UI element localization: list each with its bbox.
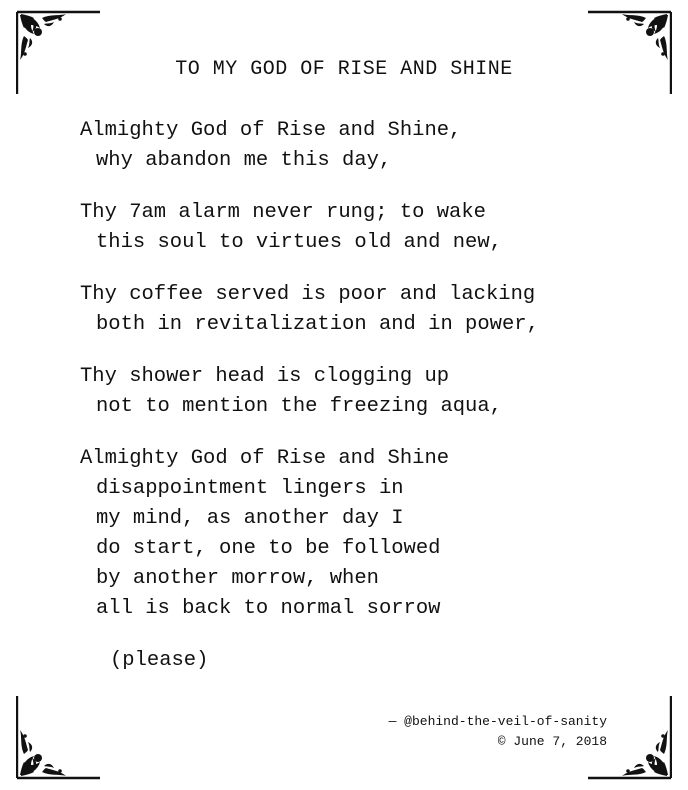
poem-line: all is back to normal sorrow [96,597,441,620]
poem-body [80,116,640,676]
poem-title: TO MY GOD OF RISE AND SHINE [175,58,513,81]
corner-ornament-top-left [16,10,102,96]
corner-flourish-icon [16,10,102,96]
poem-line: disappointment lingers in [96,477,404,500]
author-handle: — @behind-the-veil-of-sanity [388,714,607,729]
stanza-3 [80,280,640,340]
poem-line: why abandon me this day, [96,149,392,172]
signature-block [389,712,607,752]
poem-line: Thy shower head is clogging up [80,365,450,388]
corner-ornament-bottom-left [16,694,102,780]
poem-line: not to mention the freezing aqua, [96,395,502,418]
poem-coda: (please) [110,649,209,672]
corner-flourish-icon [586,10,672,96]
corner-ornament-top-right [586,10,672,96]
poem-line: Thy coffee served is poor and lacking [80,283,536,306]
corner-flourish-icon [16,694,102,780]
poem-line: Almighty God of Rise and Shine [80,447,450,470]
copyright-date: © June 7, 2018 [497,734,607,749]
poem-line: by another morrow, when [96,567,379,590]
poem-line: both in revitalization and in power, [96,313,539,336]
poem-line: do start, one to be followed [96,537,441,560]
poem-line: Almighty God of Rise and Shine, [80,119,462,142]
poem-line: this soul to virtues old and new, [96,231,502,254]
stanza-1 [80,116,640,176]
poem-line: my mind, as another day I [96,507,404,530]
poem-line: Thy 7am alarm never rung; to wake [80,201,486,224]
stanza-5 [80,444,640,624]
stanza-4 [80,362,640,422]
stanza-2 [80,198,640,258]
